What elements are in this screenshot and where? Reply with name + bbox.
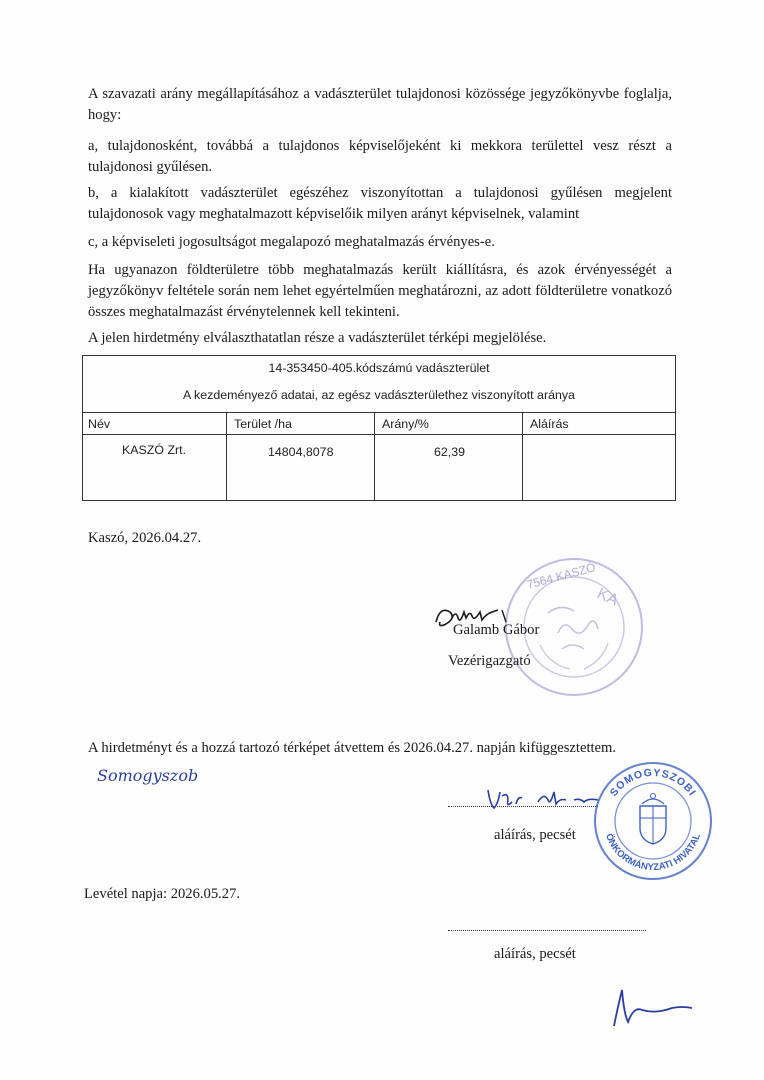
table-column-divider — [374, 412, 375, 500]
signature-label-2: aláírás, pecsét — [494, 946, 576, 962]
table-cell-area: 14804,8078 — [268, 445, 334, 459]
handwritten-place — [95, 761, 225, 791]
svg-text:Somogyszob: Somogyszob — [97, 766, 199, 785]
table-column-divider — [522, 412, 523, 500]
table-divider — [82, 412, 676, 413]
stamp-text-bottom: ÖNKORMÁNYZATI HIVATAL — [603, 832, 703, 874]
place-date: Kaszó, 2026.04.27. — [88, 530, 202, 546]
intro-paragraph: A szavazati arány megállapításához a vadászterület tulajdonosi közössége jegyzőkönyvbe foglalja, hogy: — [88, 86, 672, 123]
received-statement: A hirdetményt és a hozzá tartozó térképet átvettem és 2026.04.27. napján kifüggesztettem. — [88, 740, 617, 756]
initiator-table — [82, 355, 676, 501]
table-border — [82, 355, 676, 501]
table-header-signature: Aláírás — [530, 417, 569, 431]
item-c-paragraph: c, a képviseleti jogosultságot megalapozó meghatalmazás érvényes-e. — [88, 234, 495, 250]
table-header-divider — [82, 434, 676, 435]
municipal-stamp — [592, 760, 714, 882]
signature-label-1: aláírás, pecsét — [494, 827, 576, 843]
initials-scribble — [608, 982, 698, 1032]
svg-text:KA: KA — [594, 585, 621, 610]
table-title: 14-353450-405.kódszámú vadászterület — [268, 361, 490, 375]
signatory-title: Vezérigazgató — [448, 653, 531, 669]
table-header-area: Terület /ha — [234, 417, 292, 431]
stamp-text-top: SOMOGYSZOBI — [607, 766, 699, 799]
table-cell-name: KASZÓ Zrt. — [122, 443, 187, 457]
table-subtitle: A kezdeményező adatai, az egész vadászterülethez viszonyított aránya — [183, 388, 575, 402]
table-cell-ratio: 62,39 — [434, 445, 466, 459]
table-header-ratio: Arány/% — [382, 417, 429, 431]
table-header-name: Név — [88, 417, 111, 431]
signature-line-2 — [448, 930, 646, 931]
removal-date: Levétel napja: 2026.05.27. — [84, 886, 241, 902]
signatory-name: Galamb Gábor — [453, 622, 540, 638]
stamp-text-left: 7564 KASZÓ — [525, 560, 598, 592]
receiver-signature — [482, 782, 602, 816]
annex-note-paragraph: A jelen hirdetmény elválaszthatatlan része a vadászterület térképi megjelölése. — [88, 330, 547, 346]
item-b-paragraph: b, a kialakított vadászterület egészéhez viszonyítottan a tulajdonosi gyűlésen megjelent tulajdonosok vagy meghatalmazott képviselőik milyen arányt képviselnek, valamint — [88, 185, 672, 222]
table-column-divider — [226, 412, 227, 500]
item-a-paragraph: a, tulajdonosként, továbbá a tulajdonos képviselőjeként ki mekkora területtel vesz részt a tulajdonosi gyűlésen. — [88, 138, 672, 175]
multi-authorization-paragraph: Ha ugyanazon földterületre több meghatalmazás került kiállításra, és azok érvényességét a jegyzőkönyv feltétele során nem lehet egyértelműen meghatározni, az adott földterületre vonatkozó összes meghatalmazást érvénytelennek kell tekinteni. — [88, 262, 672, 320]
